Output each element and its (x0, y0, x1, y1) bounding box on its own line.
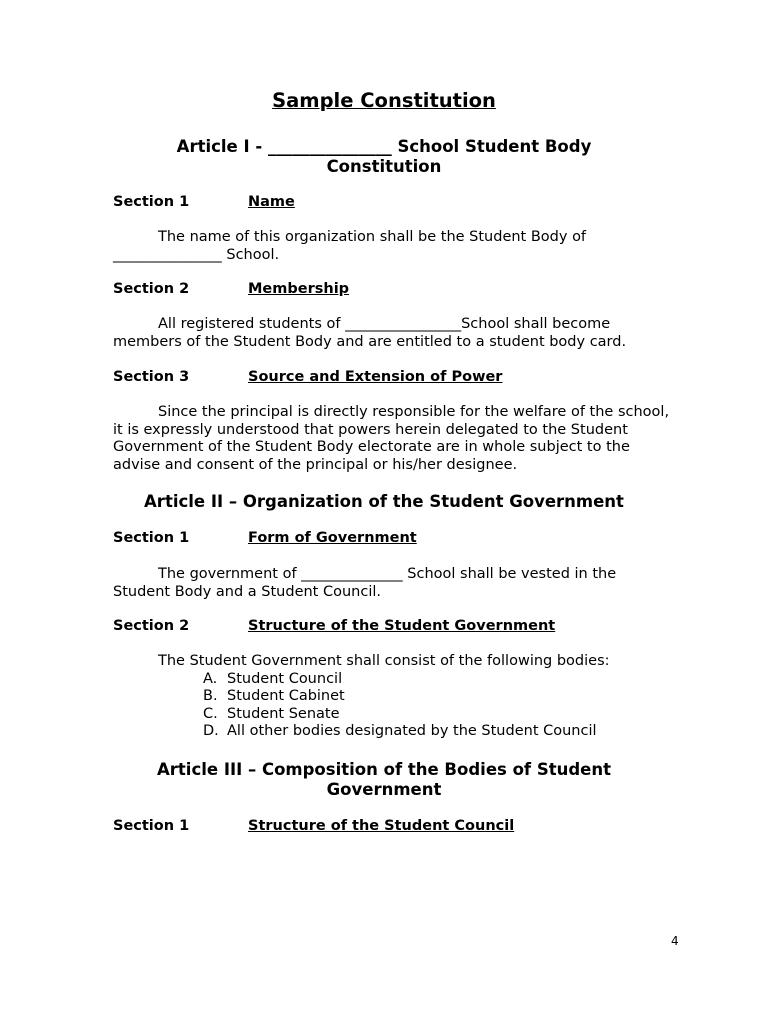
article-1-section-3-title: Source and Extension of Power (248, 369, 503, 385)
article-2-section-2-label: Section 2 (113, 618, 190, 634)
article-1-heading-line2: Constitution (326, 157, 442, 176)
list-item-letter: B. (203, 688, 218, 704)
article-1-section-2-text: All registered students of ________________School shall become members of the Student Body and are entitled to a student body card. (113, 316, 627, 350)
list-item (203, 671, 342, 689)
list-item-text: Student Cabinet (227, 688, 345, 704)
list-item-letter: D. (203, 723, 219, 739)
article-2-section-2-title: Structure of the Student Government (248, 618, 556, 634)
article-1-section-3-label: Section 3 (113, 369, 190, 385)
list-item-letter: C. (203, 706, 218, 722)
article-3-heading-line1: Article III – Composition of the Bodies of Student (157, 760, 611, 779)
list-item (203, 706, 340, 724)
article-1-heading-line1: Article I - _______________ School Student Body (176, 137, 592, 156)
article-2-section-1-title: Form of Government (248, 530, 417, 546)
article-1-section-1-label: Section 1 (113, 194, 190, 210)
list-item-text: All other bodies designated by the Student Council (227, 723, 597, 739)
list-item-letter: A. (203, 671, 218, 687)
list-item-text: Student Senate (227, 706, 340, 722)
article-1-section-1-title: Name (248, 194, 295, 210)
list-item-text: Student Council (227, 671, 343, 687)
article-1-section-2-label: Section 2 (113, 281, 190, 297)
document-title: Sample Constitution (272, 89, 496, 112)
list-item (203, 688, 345, 706)
list-item (203, 723, 597, 741)
article-2-section-2-text: The Student Government shall consist of the following bodies: (158, 653, 610, 669)
article-1-section-1-text: The name of this organization shall be the Student Body of _______________ School. (113, 229, 587, 263)
article-2-heading: Article II – Organization of the Student Government (144, 492, 624, 511)
article-2-section-1-text: The government of ______________ School shall be vested in the Student Body and a Student Council. (113, 566, 617, 600)
page-number: 4 (671, 934, 679, 948)
article-3-section-1-title: Structure of the Student Council (248, 818, 515, 834)
article-3-section-1-label: Section 1 (113, 818, 190, 834)
article-1-section-3-text: Since the principal is directly responsible for the welfare of the school, it is expressly understood that powers herein delegated to the Student Government of the Student Body electorate are in whole subject to the advise and consent of the principal or his/her designee. (113, 404, 670, 473)
article-1-section-2-title: Membership (248, 281, 350, 297)
article-3-heading-line2: Government (326, 780, 442, 799)
article-2-section-1-label: Section 1 (113, 530, 190, 546)
